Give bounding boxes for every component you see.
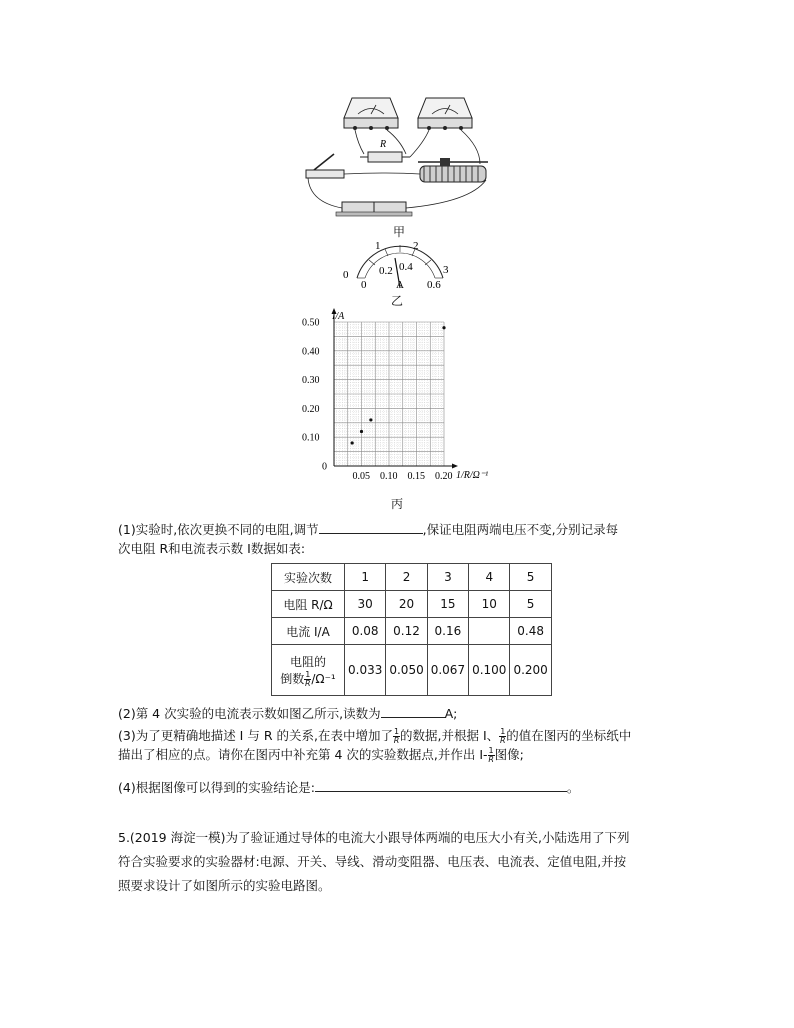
resistor-label: R: [380, 139, 387, 150]
question-1: (1)实验时,依次更换不同的电阻,调节 ,保证电阻两端电压不变,分别记录每 次电阻 R和电流表示数 I数据如表:: [118, 519, 678, 558]
rheostat-drawing: [418, 158, 488, 182]
fraction-1-over-R: $\frac{1}{R}$: [305, 669, 311, 688]
inner-scale-0: 0: [361, 279, 367, 291]
table-row: 电流 I/A 0.08 0.12 0.16 0.48: [272, 618, 552, 645]
y-tick-label: 0.50: [302, 317, 320, 329]
inner-scale-2: 0.4: [399, 261, 413, 273]
question-2: (2)第 4 次实验的电流表示数如图乙所示,读数为 A;: [118, 703, 678, 723]
empty-cell-trial-4: [469, 618, 510, 645]
figure-jia-caption: 甲: [392, 225, 405, 239]
chart-grid: [334, 322, 444, 466]
inner-scale-1: 0.2: [379, 265, 393, 277]
outer-scale-2: 2: [413, 240, 419, 252]
outer-scale-0: 0: [343, 269, 349, 281]
dial-unit: A: [396, 279, 404, 291]
y-tick-label: 0.40: [302, 346, 320, 358]
data-table: [271, 563, 552, 696]
figure-bing-chart: [296, 306, 496, 496]
y-tick-label: 0.20: [302, 403, 320, 415]
question-4: (4)根据图像可以得到的实验结论是: 。: [118, 777, 678, 797]
x-axis-arrow: [452, 464, 458, 469]
switch-drawing: [306, 154, 344, 178]
y-tick-label: 0.30: [302, 375, 320, 387]
x-tick-label: 0.05: [352, 471, 370, 482]
inner-scale-3: 0.6: [427, 279, 441, 291]
x-tick-label: 0.10: [380, 471, 398, 482]
outer-scale-1: 1: [375, 240, 381, 252]
chart-xlabel: 1/R/Ω⁻¹: [456, 470, 489, 481]
chart-ticks: [302, 318, 453, 483]
figure-jia-circuit: [300, 92, 500, 222]
table-row: 电阻的 倒数 $\frac{1}{R}$ /Ω⁻¹ 0.033 0.050 0.067 0.100 0.200: [272, 645, 552, 696]
ammeter-drawing: [418, 98, 472, 130]
y-tick-label: 0.10: [302, 432, 320, 444]
table-row: 实验次数 1 2 3 4 5: [272, 564, 552, 591]
question-3: (3)为了更精确地描述 I 与 R 的关系,在表中增加了 $\frac{1}{R}$ 的数据,并根据 I、 $\frac{1}{R}$ 的值在图丙的坐标纸中 描出了相应的点。请你在图丙中补充第 4 次的实验数据点,并作出 I- $\frac{1}{R}$ 图像;: [118, 727, 632, 764]
figure-yi-ammeter-dial: [335, 238, 465, 292]
x-tick-label: 0.15: [407, 471, 425, 482]
voltmeter-drawing: [344, 98, 398, 130]
resistor-drawing: [360, 139, 410, 162]
outer-scale-3: 3: [443, 264, 449, 276]
data-point: [369, 418, 372, 421]
data-point: [442, 326, 445, 329]
answer-blank-4[interactable]: [315, 777, 567, 792]
chart-ylabel: I/A: [332, 311, 345, 322]
figure-bing-caption: 丙: [390, 497, 403, 511]
figure-yi-caption: 乙: [390, 294, 403, 308]
data-point: [351, 441, 354, 444]
data-point: [360, 430, 363, 433]
y-tick-label: 0: [322, 461, 327, 473]
table-row: 电阻 R/Ω 30 20 15 10 5: [272, 591, 552, 618]
answer-blank-1[interactable]: [319, 519, 423, 534]
battery-drawing: [336, 202, 412, 216]
x-tick-label: 0.20: [435, 471, 453, 482]
answer-blank-2[interactable]: [381, 703, 445, 718]
question-5: 5.(2019 海淀一模)为了验证通过导体的电流大小跟导体两端的电压大小有关,小陆选用了下列 符合实验要求的实验器材:电源、开关、导线、滑动变阻器、电压表、电流表、定值电阻,并按 照要求设计了如图所示的实验电路图。: [118, 830, 630, 893]
